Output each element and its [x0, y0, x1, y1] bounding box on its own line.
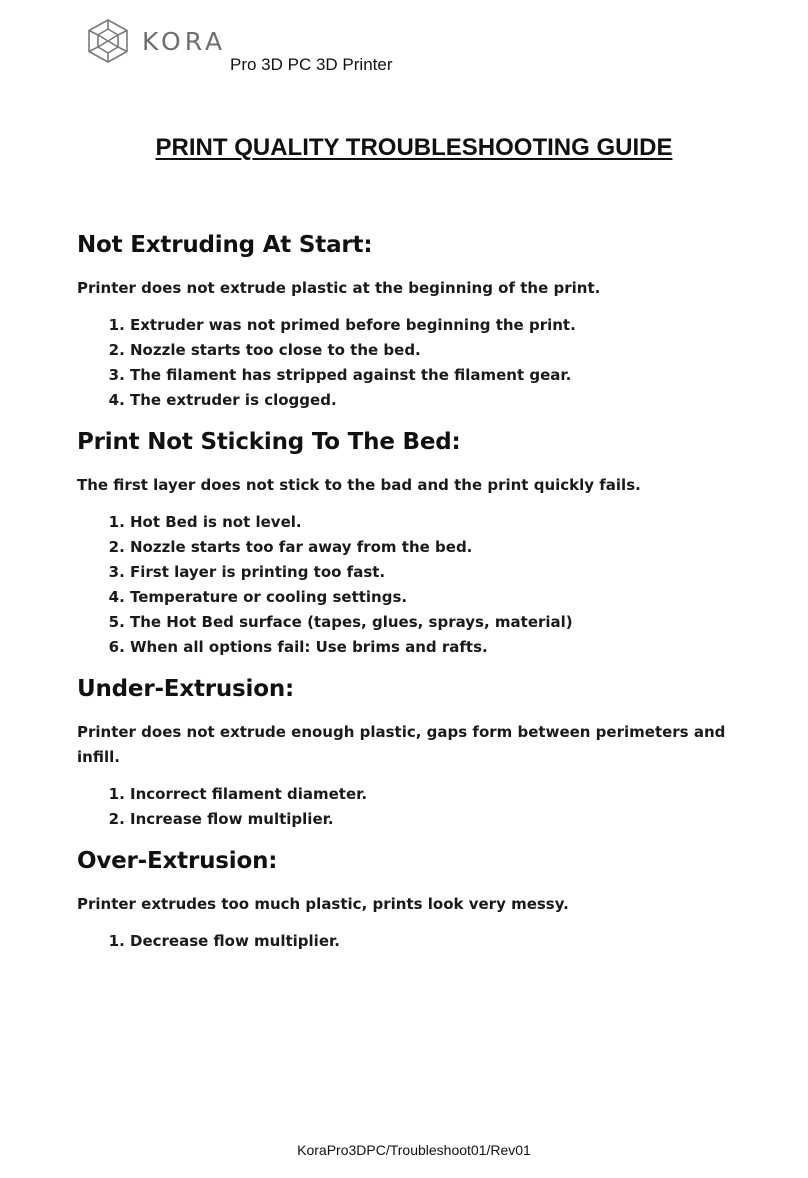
brand-name: KORA — [142, 26, 227, 56]
list-item: 3. The filament has stripped against the filament gear. — [130, 363, 749, 388]
list-item: 1. Hot Bed is not level. — [130, 510, 749, 535]
document-title: PRINT QUALITY TROUBLESHOOTING GUIDE — [155, 134, 673, 161]
section-heading: Over-Extrusion: — [77, 848, 278, 874]
section-under-extrusion — [77, 676, 749, 832]
list-item: 1. Extruder was not primed before beginning the print. — [130, 313, 749, 338]
document-reference: KoraPro3DPC/Troubleshoot01/Rev01 — [297, 1142, 531, 1158]
section-description: Printer extrudes too much plastic, prints look very messy. — [77, 895, 569, 913]
cause-list — [77, 929, 749, 954]
section-description: Printer does not extrude enough plastic, gaps form between perimeters and infill. — [77, 723, 726, 766]
list-item: 1. Decrease flow multiplier. — [130, 929, 749, 954]
section-heading: Under-Extrusion: — [77, 676, 295, 702]
list-item: 5. The Hot Bed surface (tapes, glues, sprays, material) — [130, 610, 749, 635]
section-description: The first layer does not stick to the bad and the print quickly fails. — [77, 476, 641, 494]
header-logo — [86, 18, 226, 64]
product-subtitle: Pro 3D PC 3D Printer — [230, 55, 393, 74]
section-heading: Not Extruding At Start: — [77, 232, 373, 258]
section-over-extrusion — [77, 848, 749, 954]
kora-logo-icon — [86, 18, 130, 64]
list-item: 2. Nozzle starts too far away from the bed. — [130, 535, 749, 560]
guide-content — [77, 232, 749, 970]
section-heading: Print Not Sticking To The Bed: — [77, 429, 461, 455]
section-description: Printer does not extrude plastic at the beginning of the print. — [77, 279, 601, 297]
list-item: 4. The extruder is clogged. — [130, 388, 749, 413]
list-item: 3. First layer is printing too fast. — [130, 560, 749, 585]
list-item: 2. Increase flow multiplier. — [130, 807, 749, 832]
list-item: 4. Temperature or cooling settings. — [130, 585, 749, 610]
cause-list — [77, 313, 749, 413]
section-not-extruding — [77, 232, 749, 413]
list-item: 6. When all options fail: Use brims and rafts. — [130, 635, 749, 660]
list-item: 2. Nozzle starts too close to the bed. — [130, 338, 749, 363]
section-not-sticking — [77, 429, 749, 660]
cause-list — [77, 782, 749, 832]
list-item: 1. Incorrect filament diameter. — [130, 782, 749, 807]
cause-list — [77, 510, 749, 660]
